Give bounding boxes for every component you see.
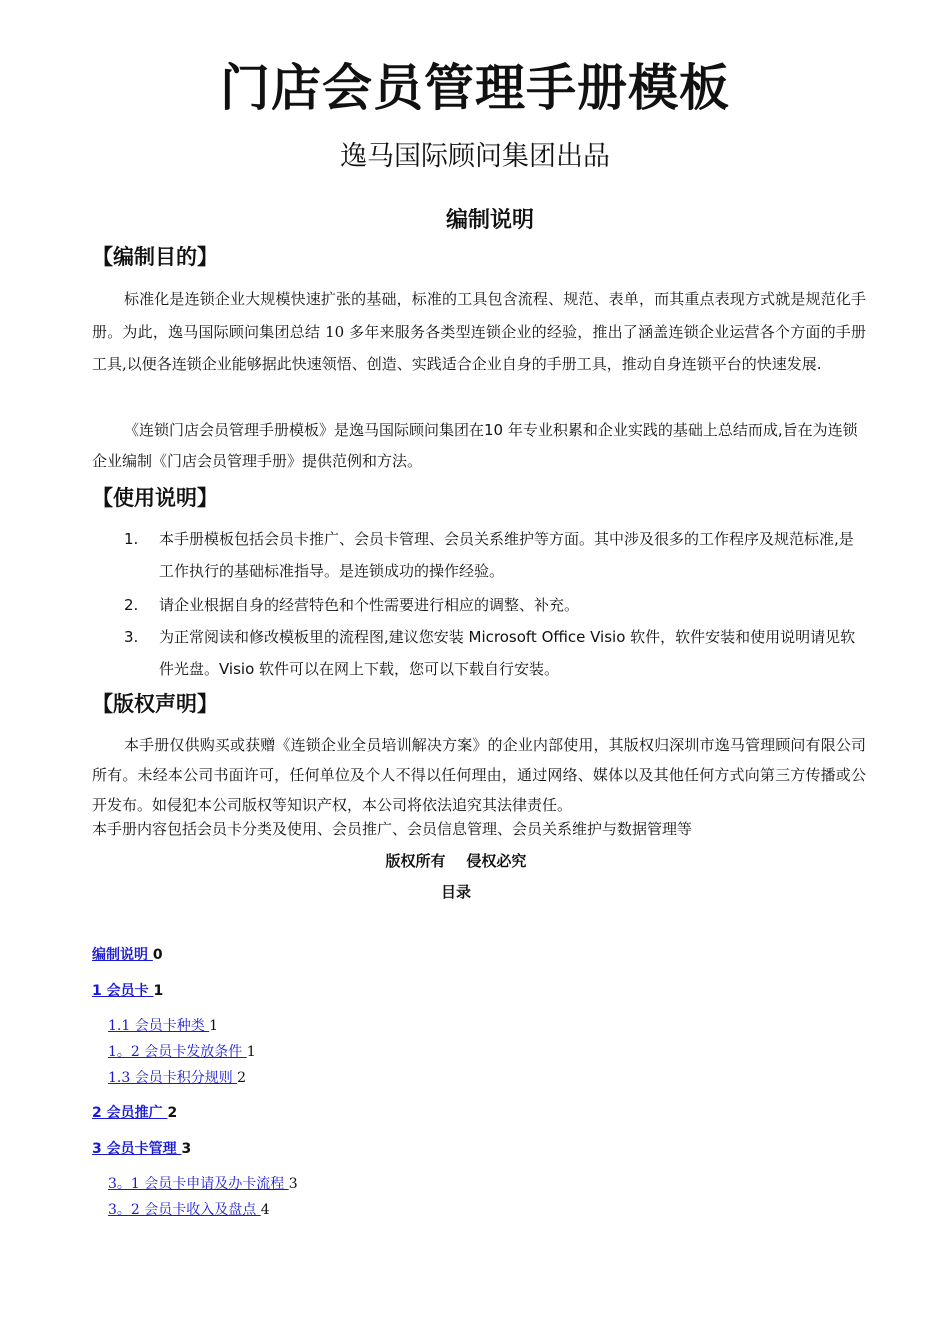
toc-entry[interactable] <box>92 1138 191 1158</box>
toc-entry-page: 3 <box>288 1176 298 1192</box>
purpose-section-title: 【编制目的】 <box>92 245 218 269</box>
toc-entry-page: 4 <box>260 1202 270 1218</box>
copyright-section-title: 【版权声明】 <box>92 692 218 716</box>
usage-item-text: 请企业根据自身的经营特色和个性需要进行相应的调整、补充。 <box>159 596 580 614</box>
toc-entry-link[interactable]: 编制说明 <box>92 947 153 963</box>
usage-section-title: 【使用说明】 <box>92 486 218 510</box>
toc-entry-link[interactable]: 3。2 会员卡收入及盘点 <box>108 1202 261 1218</box>
toc-title: 目录 <box>440 883 471 901</box>
toc-subentry[interactable] <box>108 1199 270 1219</box>
usage-item-number: 1. <box>124 530 139 548</box>
copyright-paragraph: 本手册仅供购买或获赠《连锁企业全员培训解决方案》的企业内部使用，其版权归深圳市逸马管理顾问有限公司所有。未经本公司书面许可，任何单位及个人不得以任何理由，通过网络、媒体以及其他任何方式向第三方传播或公开发布。如侵犯本公司版权等知识产权，本公司将依法追究其法律责任。 <box>92 736 866 814</box>
toc-entry-page: 1 <box>153 983 164 999</box>
usage-item-number: 2. <box>124 596 139 614</box>
toc-entry-page: 1 <box>209 1018 219 1034</box>
usage-item-1 <box>124 523 866 587</box>
document-subtitle: 逸马国际顾问集团出品 <box>340 141 610 172</box>
usage-item-2 <box>124 589 866 621</box>
usage-item-text: 本手册模板包括会员卡推广、会员卡管理、会员关系维护等方面。其中涉及很多的工作程序及规范标准,是工作执行的基础标准指导。是连锁成功的操作经验。 <box>159 530 854 580</box>
toc-subentry[interactable] <box>108 1173 298 1193</box>
toc-subentry[interactable] <box>108 1067 246 1087</box>
toc-entry-link[interactable]: 1 会员卡 <box>92 983 154 999</box>
toc-entry[interactable] <box>92 1102 177 1122</box>
section-heading: 编制说明 <box>445 208 534 233</box>
copyright-notice: 版权所有 侵权必究 <box>385 852 527 870</box>
toc-entry-page: 0 <box>152 947 163 963</box>
toc-entry-page: 2 <box>167 1105 178 1121</box>
toc-entry-link[interactable]: 1.3 会员卡积分规则 <box>108 1070 238 1086</box>
usage-item-3 <box>124 621 866 685</box>
usage-item-number: 3. <box>124 628 139 646</box>
scope-text: 本手册内容包括会员卡分类及使用、会员推广、会员信息管理、会员关系维护与数据管理等 <box>92 820 693 838</box>
toc-entry-link[interactable]: 3 会员卡管理 <box>92 1141 182 1157</box>
toc-subentry[interactable] <box>108 1015 218 1035</box>
purpose-paragraph-1: 标准化是连锁企业大规模快速扩张的基础，标准的工具包含流程、规范、表单，而其重点表现方式就是规范化手册。为此，逸马国际顾问集团总结 10 多年来服务各类型连锁企业的经验，推出了涵盖连锁企业运营各个方面的手册工具,以便各连锁企业能够据此快速领悟、创造、实践适合企业自身的手册工具，推动自身连锁平台的快速发展. <box>92 290 866 373</box>
toc-subentry[interactable] <box>108 1041 256 1061</box>
toc-entry-link[interactable]: 2 会员推广 <box>92 1105 168 1121</box>
usage-item-text: 为正常阅读和修改模板里的流程图,建议您安装 Microsoft Office Visio 软件，软件安装和使用说明请见软件光盘。Visio 软件可以在网上下载，您可以下载自行安装。 <box>159 628 856 678</box>
toc-entry-page: 3 <box>181 1141 192 1157</box>
toc-entry-page: 1 <box>246 1044 256 1060</box>
purpose-paragraph-2: 《连锁门店会员管理手册模板》是逸马国际顾问集团在10 年专业积累和企业实践的基础上总结而成,旨在为连锁企业编制《门店会员管理手册》提供范例和方法。 <box>92 421 858 470</box>
toc-entry-link[interactable]: 1.1 会员卡种类 <box>108 1018 210 1034</box>
toc-entry-link[interactable]: 3。1 会员卡申请及办卡流程 <box>108 1176 289 1192</box>
toc-entry[interactable] <box>92 980 163 1000</box>
toc-entry-page: 2 <box>237 1070 247 1086</box>
toc-entry[interactable] <box>92 944 163 964</box>
document-title: 门店会员管理手册模板 <box>220 59 730 117</box>
toc-entry-link[interactable]: 1。2 会员卡发放条件 <box>108 1044 247 1060</box>
